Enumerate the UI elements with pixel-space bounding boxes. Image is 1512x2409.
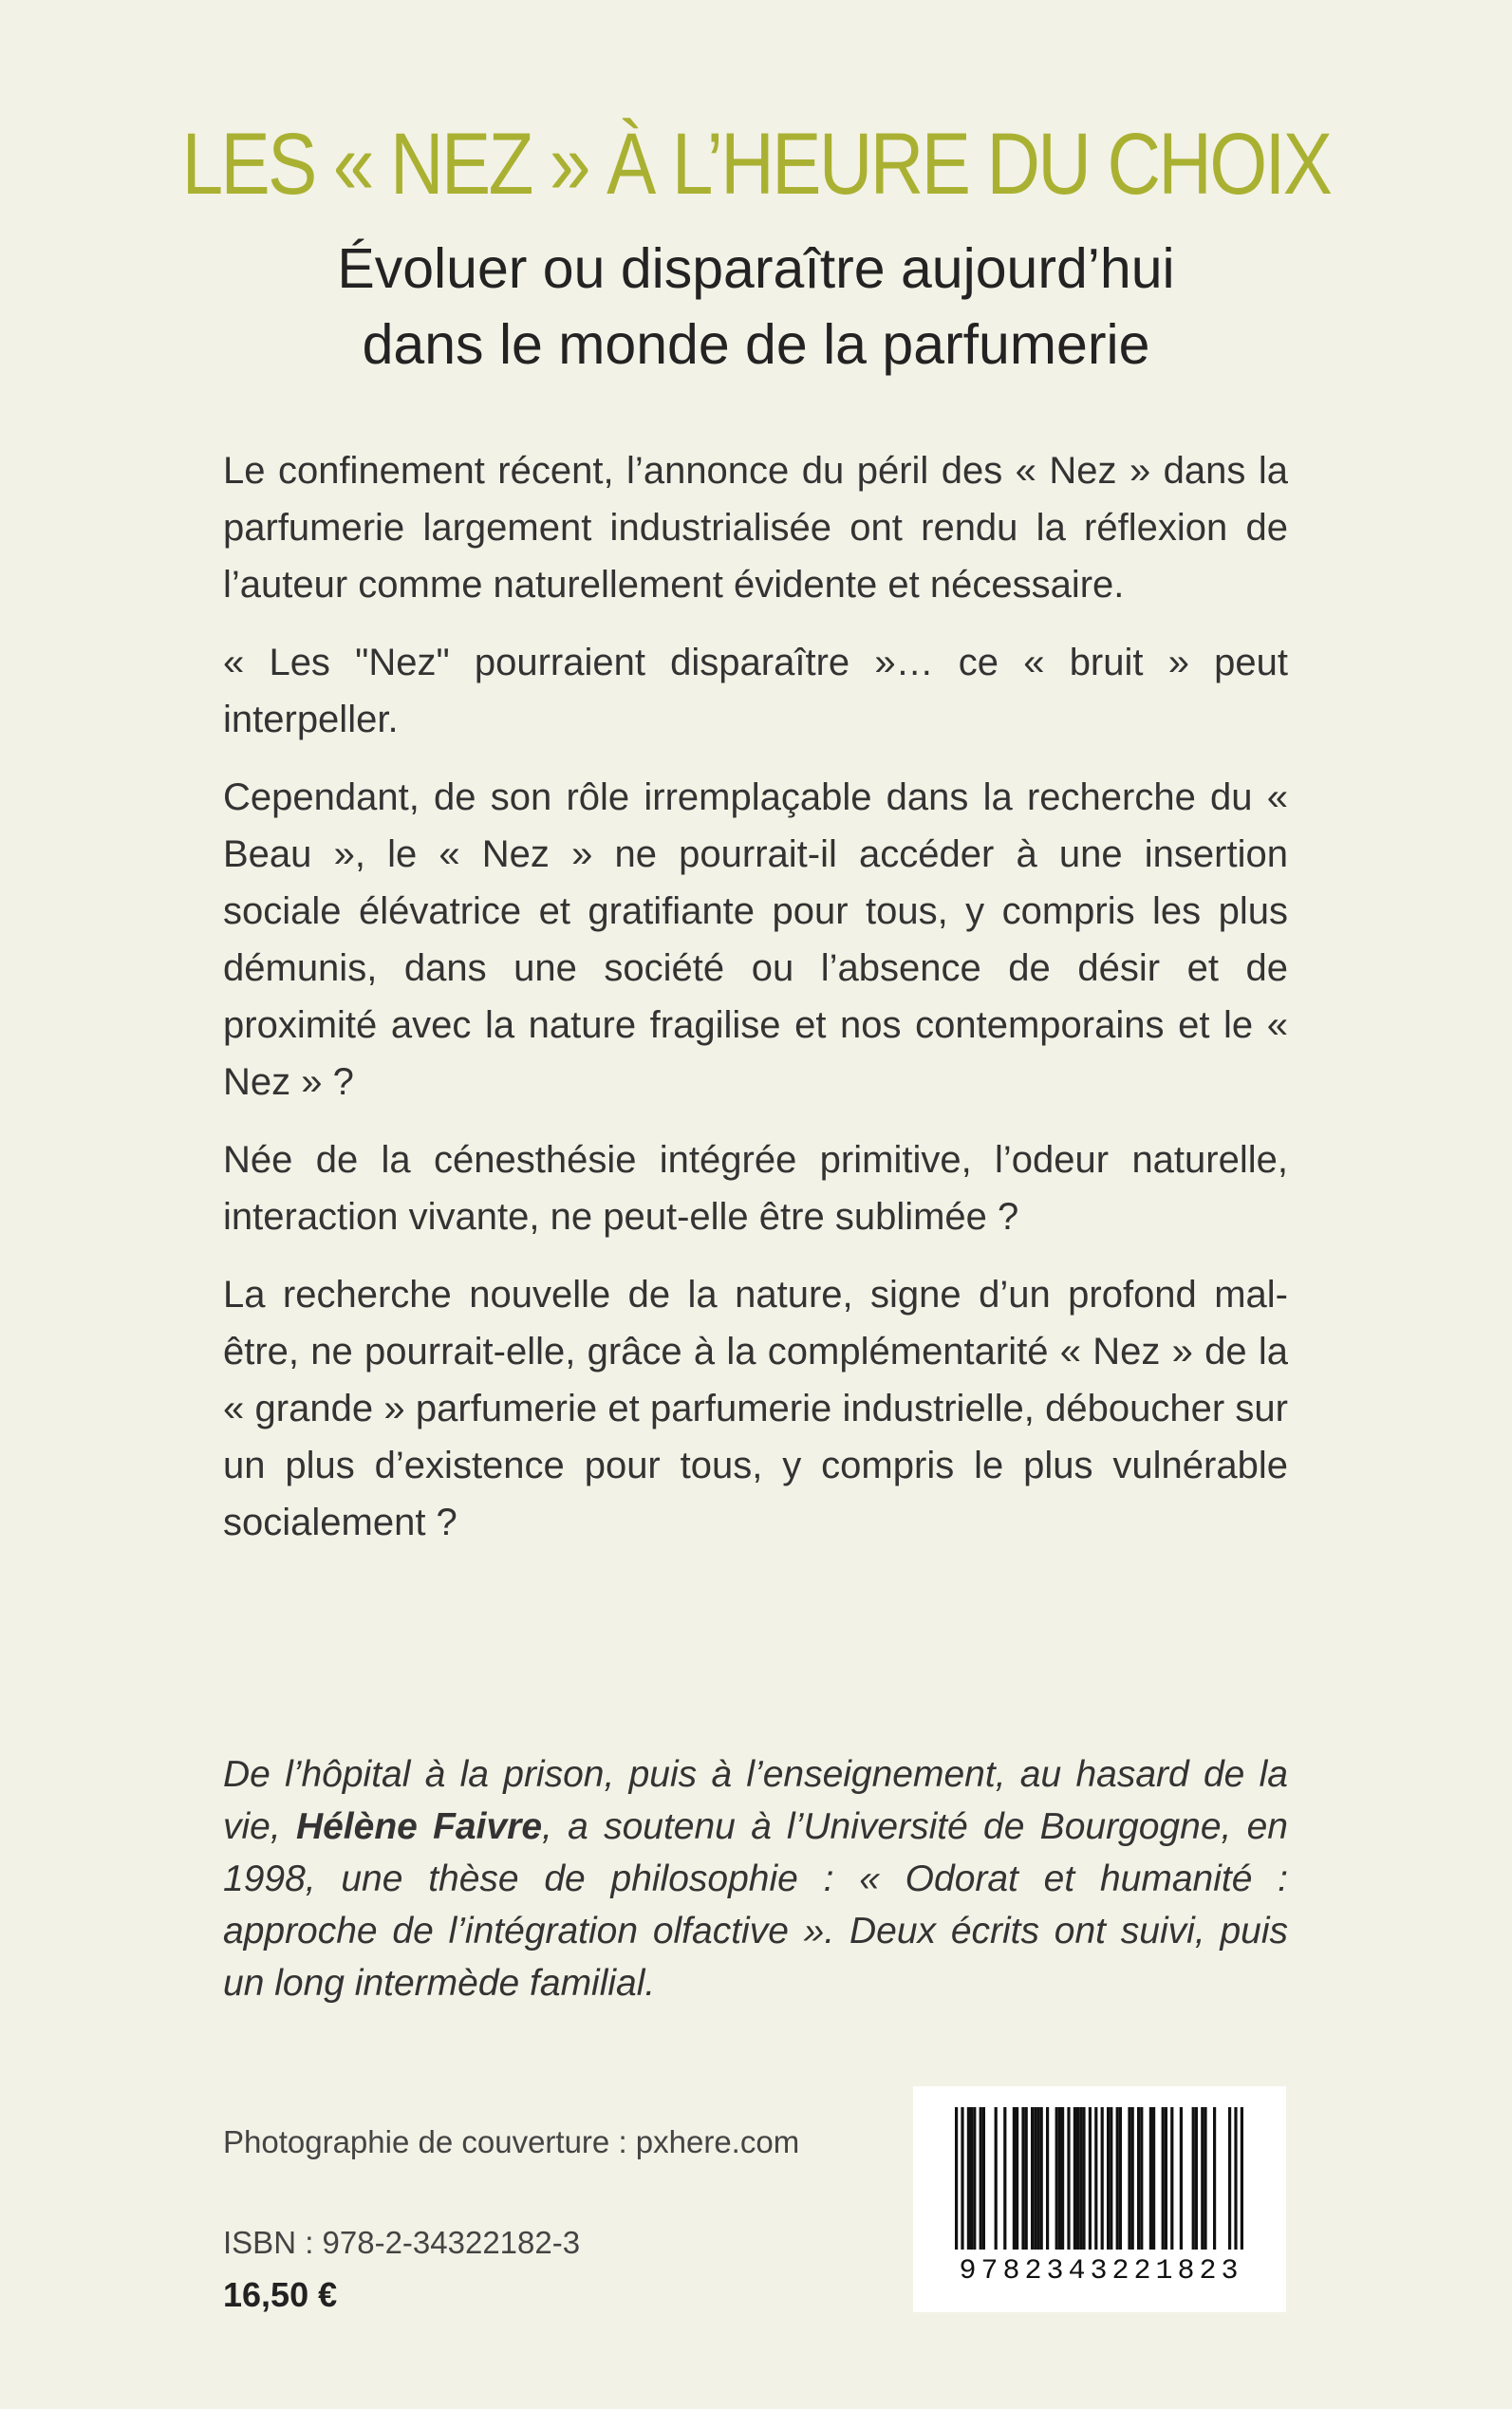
barcode-bar	[1195, 2107, 1198, 2250]
barcode-bar	[1076, 2107, 1079, 2250]
barcode-bar	[1036, 2107, 1039, 2250]
barcode-bar	[1021, 2107, 1024, 2250]
barcode-bar	[1031, 2107, 1034, 2250]
barcode-bar	[1101, 2107, 1104, 2250]
barcode-bar	[1116, 2107, 1119, 2250]
barcode-bar	[1162, 2107, 1165, 2250]
barcode-bar	[955, 2107, 958, 2250]
barcode-bar	[961, 2107, 963, 2250]
barcode-bar	[1073, 2107, 1076, 2250]
barcode-bar	[1055, 2107, 1058, 2250]
barcode-bar	[1110, 2107, 1112, 2250]
barcode-bar	[980, 2107, 982, 2250]
barcode-bar	[1165, 2107, 1167, 2250]
barcode-bar	[1128, 2107, 1130, 2250]
barcode-bar	[1213, 2107, 1216, 2250]
barcode-bar	[1067, 2107, 1070, 2250]
barcode-bar	[1025, 2107, 1028, 2250]
barcode-bar	[970, 2107, 973, 2250]
barcode-bar	[982, 2107, 985, 2250]
barcode-bar	[1149, 2107, 1152, 2250]
book-title: LES « NEZ » À L’HEURE DU CHOIX	[181, 116, 1331, 213]
blurb-paragraph-1: Le confinement récent, l’annonce du péril des « Nez » dans la parfumerie largement industrialisée ont rendu la réflexion de l’auteur comme naturellement évidente et nécessaire.	[223, 450, 1288, 606]
blurb-paragraph-2: « Les "Nez" pourraient disparaître »… ce « bruit » peut interpeller.	[223, 642, 1288, 740]
blurb-paragraph-4: Née de la cénesthésie intégrée primitive, l’odeur naturelle, interaction vivante, ne peut-elle être sublimée ?	[223, 1139, 1288, 1238]
barcode-bar	[1201, 2107, 1204, 2250]
barcode-bar	[1046, 2107, 1049, 2250]
author-bio	[223, 1748, 1288, 2009]
barcode-bar	[1079, 2107, 1082, 2250]
author-name: Hélène Faivre	[295, 1806, 543, 1847]
isbn-label: ISBN : 978-2-34322182-3	[223, 2225, 581, 2260]
barcode-bar	[1034, 2107, 1036, 2250]
barcode-bar	[1234, 2107, 1237, 2250]
barcode-bar	[1137, 2107, 1140, 2250]
barcode-bar	[1089, 2107, 1092, 2250]
barcode-bar	[1082, 2107, 1085, 2250]
barcode-bar	[1180, 2107, 1183, 2250]
barcode-bar	[1107, 2107, 1110, 2250]
barcode-bar	[1003, 2107, 1006, 2250]
author-bio-intro: De l’hôpital à la prison, puis à l’enseignement, au hasard de la vie,	[223, 1754, 1288, 1847]
barcode-bar	[967, 2107, 970, 2250]
barcode-bar	[1094, 2107, 1097, 2250]
barcode-bar	[1140, 2107, 1143, 2250]
blurb-paragraph-5: La recherche nouvelle de la nature, signe d’un profond mal-être, ne pourrait-elle, grâce à la complémentarité « Nez » de la « grande » parfumerie et parfumerie industrielle, déboucher sur un plus d’existence pour tous, y compris le plus vulnérable socialement ?	[223, 1274, 1288, 1543]
photo-credit: Photographie de couverture : pxhere.com	[223, 2124, 800, 2159]
book-subtitle	[0, 231, 1512, 383]
barcode-bar	[995, 2107, 998, 2250]
barcode-bar	[1241, 2107, 1243, 2250]
back-cover-blurb	[223, 442, 1288, 1572]
barcode-bar	[1204, 2107, 1206, 2250]
barcode-bar	[1131, 2107, 1134, 2250]
barcode	[913, 2086, 1286, 2312]
barcode-bar	[1016, 2107, 1018, 2250]
barcode-bar	[1119, 2107, 1122, 2250]
subtitle-line-2: dans le monde de la parfumerie	[362, 313, 1150, 376]
barcode-bar	[973, 2107, 976, 2250]
barcode-bar	[1058, 2107, 1061, 2250]
blurb-paragraph-3: Cependant, de son rôle irremplaçable dans la recherche du « Beau », le « Nez » ne pourrait-il accéder à une insertion sociale élévatrice et gratifiante pour tous, y compris les plus démunis, dans une société ou l’absence de désir et de proximité avec la nature fragilise et nos contemporains et le « Nez » ?	[223, 776, 1288, 1103]
barcode-digits: 9782343221823	[959, 2255, 1243, 2288]
barcode-bar	[1170, 2107, 1173, 2250]
price-label: 16,50 €	[223, 2275, 338, 2314]
barcode-bar	[1013, 2107, 1016, 2250]
barcode-bar	[1152, 2107, 1155, 2250]
author-bio-rest: , a soutenu à l’Université de Bourgogne, en 1998, une thèse de philosophie : « Odorat et humanité : approche de l’intégration olfactive ». Deux écrits ont suivi, puis un long intermède familial.	[223, 1806, 1288, 2004]
barcode-bar	[1228, 2107, 1231, 2250]
barcode-bar	[1192, 2107, 1195, 2250]
subtitle-line-1: Évoluer ou disparaître aujourd’hui	[337, 237, 1175, 300]
barcode-bar	[1040, 2107, 1043, 2250]
barcode-bar	[1061, 2107, 1064, 2250]
